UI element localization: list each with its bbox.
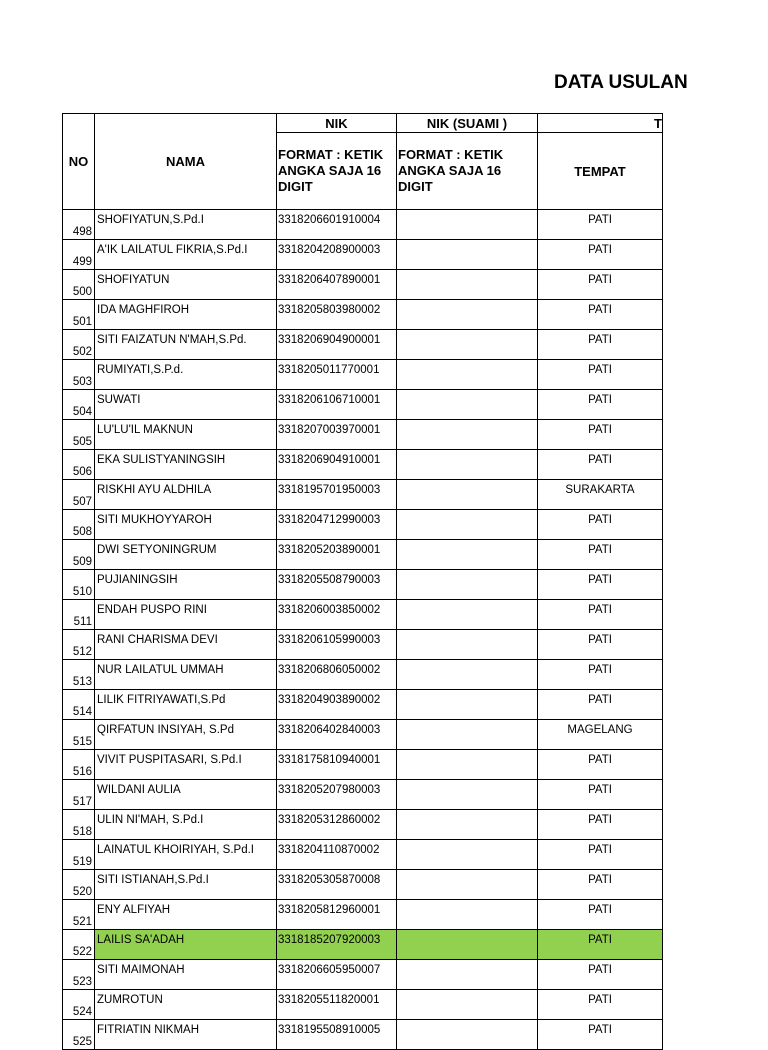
row-no-cell[interactable]: 507 — [63, 480, 95, 510]
row-tempat-cell[interactable]: PATI — [538, 600, 663, 630]
table-row — [63, 330, 663, 360]
row-no-cell[interactable]: 505 — [63, 420, 95, 450]
row-nik-suami-cell[interactable] — [397, 450, 538, 480]
row-no-cell[interactable]: 516 — [63, 750, 95, 780]
row-nik-cell[interactable]: 3318185207920003 — [277, 930, 397, 960]
row-no-cell[interactable]: 512 — [63, 630, 95, 660]
row-nama-cell[interactable]: SITI FAIZATUN N'MAH,S.Pd. — [95, 330, 277, 360]
table-row — [63, 270, 663, 300]
row-no-cell[interactable]: 521 — [63, 900, 95, 930]
row-nik-suami-cell[interactable] — [397, 240, 538, 270]
table-row — [63, 420, 663, 450]
row-tempat-cell[interactable]: PATI — [538, 360, 663, 390]
row-nik-suami-cell[interactable] — [397, 750, 538, 780]
row-nama-cell[interactable]: QIRFATUN INSIYAH, S.Pd — [95, 720, 277, 750]
row-nik-cell[interactable]: 3318206806050002 — [277, 660, 397, 690]
row-nik-suami-cell[interactable] — [397, 690, 538, 720]
row-nik-suami-cell[interactable] — [397, 630, 538, 660]
row-tempat-cell[interactable]: PATI — [538, 270, 663, 300]
table-row — [63, 750, 663, 780]
row-nik-cell[interactable]: 3318205508790003 — [277, 570, 397, 600]
table-row — [63, 210, 663, 240]
row-nama-cell[interactable]: WILDANI AULIA — [95, 780, 277, 810]
row-nik-cell[interactable]: 3318205803980002 — [277, 300, 397, 330]
row-nik-suami-cell[interactable] — [397, 810, 538, 840]
row-no-cell[interactable]: 499 — [63, 240, 95, 270]
sheet-title: DATA USULAN — [554, 72, 688, 93]
table-row — [63, 660, 663, 690]
row-nik-cell[interactable]: 3318205011770001 — [277, 360, 397, 390]
row-nik-suami-cell[interactable] — [397, 900, 538, 930]
row-nik-suami-cell[interactable] — [397, 360, 538, 390]
table-row — [63, 360, 663, 390]
row-nama-cell[interactable]: ULIN NI'MAH, S.Pd.I — [95, 810, 277, 840]
row-nik-cell[interactable]: 3318204903890002 — [277, 690, 397, 720]
row-nama-cell[interactable]: IDA MAGHFIROH — [95, 300, 277, 330]
row-tempat-cell[interactable]: PATI — [538, 690, 663, 720]
sheet-title-clip — [0, 70, 688, 96]
row-tempat-cell[interactable]: PATI — [538, 660, 663, 690]
row-nama-cell[interactable]: LAINATUL KHOIRIYAH, S.Pd.I — [95, 840, 277, 870]
row-nik-suami-cell[interactable] — [397, 420, 538, 450]
row-nik-cell[interactable]: 3318205207980003 — [277, 780, 397, 810]
header-nik: NIK — [277, 114, 397, 133]
row-nik-cell[interactable]: 3318195508910005 — [277, 1020, 397, 1050]
row-nik-cell[interactable]: 3318206601910004 — [277, 210, 397, 240]
header-no: NO — [63, 114, 95, 210]
table-row — [63, 600, 663, 630]
table-row — [63, 810, 663, 840]
table-row — [63, 450, 663, 480]
row-tempat-cell[interactable]: PATI — [538, 570, 663, 600]
header-nik-suami-format: FORMAT : KETIK ANGKA SAJA 16 DIGIT — [397, 133, 538, 210]
row-nama-cell[interactable]: RISKHI AYU ALDHILA — [95, 480, 277, 510]
row-nama-cell[interactable]: SITI MUKHOYYAROH — [95, 510, 277, 540]
row-nik-cell[interactable]: 3318204712990003 — [277, 510, 397, 540]
row-no-cell[interactable]: 519 — [63, 840, 95, 870]
row-no-cell[interactable]: 506 — [63, 450, 95, 480]
table-row — [63, 390, 663, 420]
row-tempat-cell[interactable]: PATI — [538, 960, 663, 990]
table-row — [63, 1020, 663, 1050]
row-tempat-cell[interactable]: PATI — [538, 840, 663, 870]
row-no-cell[interactable]: 509 — [63, 540, 95, 570]
row-nik-cell[interactable]: 3318204110870002 — [277, 840, 397, 870]
data-table — [62, 113, 663, 1050]
row-no-cell[interactable]: 500 — [63, 270, 95, 300]
table-row — [63, 780, 663, 810]
row-tempat-cell[interactable]: MAGELANG — [538, 720, 663, 750]
row-nik-cell[interactable]: 3318205312860002 — [277, 810, 397, 840]
row-nama-cell[interactable]: LAILIS SA'ADAH — [95, 930, 277, 960]
header-row-top — [63, 114, 663, 133]
table-row — [63, 900, 663, 930]
row-no-cell[interactable]: 504 — [63, 390, 95, 420]
row-nama-cell[interactable]: SITI MAIMONAH — [95, 960, 277, 990]
row-tempat-cell[interactable]: PATI — [538, 900, 663, 930]
row-tempat-cell[interactable]: PATI — [538, 750, 663, 780]
row-nik-cell[interactable]: 3318206407890001 — [277, 270, 397, 300]
row-nama-cell[interactable]: FITRIATIN NIKMAH — [95, 1020, 277, 1050]
table-row — [63, 300, 663, 330]
row-nik-cell[interactable]: 3318207003970001 — [277, 420, 397, 450]
row-nik-cell[interactable]: 3318206402840003 — [277, 720, 397, 750]
row-tempat-cell[interactable]: PATI — [538, 390, 663, 420]
row-nama-cell[interactable]: EKA SULISTYANINGSIH — [95, 450, 277, 480]
row-no-cell[interactable]: 510 — [63, 570, 95, 600]
row-tempat-cell[interactable]: SURAKARTA — [538, 480, 663, 510]
row-nik-cell[interactable]: 3318205305870008 — [277, 870, 397, 900]
row-nik-suami-cell[interactable] — [397, 780, 538, 810]
row-nik-suami-cell[interactable] — [397, 390, 538, 420]
row-no-cell[interactable]: 502 — [63, 330, 95, 360]
data-sheet — [62, 113, 662, 1048]
row-tempat-cell[interactable]: PATI — [538, 1020, 663, 1050]
row-tempat-cell[interactable]: PATI — [538, 450, 663, 480]
row-no-cell[interactable]: 522 — [63, 930, 95, 960]
row-nik-cell[interactable]: 3318195701950003 — [277, 480, 397, 510]
row-nik-cell[interactable]: 3318205511820001 — [277, 990, 397, 1020]
row-nik-suami-cell[interactable] — [397, 720, 538, 750]
row-no-cell[interactable]: 525 — [63, 1020, 95, 1050]
row-tempat-cell[interactable]: PATI — [538, 990, 663, 1020]
row-tempat-cell[interactable]: PATI — [538, 510, 663, 540]
row-no-cell[interactable]: 523 — [63, 960, 95, 990]
row-nik-suami-cell[interactable] — [397, 840, 538, 870]
table-row — [63, 720, 663, 750]
row-nik-suami-cell[interactable] — [397, 330, 538, 360]
table-row — [63, 480, 663, 510]
row-nik-suami-cell[interactable] — [397, 270, 538, 300]
row-nik-cell[interactable]: 3318205812960001 — [277, 900, 397, 930]
row-tempat-cell[interactable]: PATI — [538, 930, 663, 960]
row-nama-cell[interactable]: LU'LU'IL MAKNUN — [95, 420, 277, 450]
row-no-cell[interactable]: 501 — [63, 300, 95, 330]
row-nik-suami-cell[interactable] — [397, 480, 538, 510]
row-nik-suami-cell[interactable] — [397, 990, 538, 1020]
row-nik-cell[interactable]: 3318205203890001 — [277, 540, 397, 570]
row-tempat-cell[interactable]: PATI — [538, 210, 663, 240]
header-nama: NAMA — [95, 114, 277, 210]
row-nama-cell[interactable]: ENY ALFIYAH — [95, 900, 277, 930]
row-nik-suami-cell[interactable] — [397, 960, 538, 990]
row-nama-cell[interactable]: RANI CHARISMA DEVI — [95, 630, 277, 660]
row-nik-cell[interactable]: 3318204208900003 — [277, 240, 397, 270]
row-no-cell[interactable]: 524 — [63, 990, 95, 1020]
row-nama-cell[interactable]: PUJIANINGSIH — [95, 570, 277, 600]
row-nama-cell[interactable]: VIVIT PUSPITASARI, S.Pd.I — [95, 750, 277, 780]
row-tempat-cell[interactable]: PATI — [538, 540, 663, 570]
header-tempat: TEMPAT — [538, 133, 663, 210]
row-no-cell[interactable]: 517 — [63, 780, 95, 810]
table-row — [63, 630, 663, 660]
row-nik-suami-cell[interactable] — [397, 300, 538, 330]
row-no-cell[interactable]: 520 — [63, 870, 95, 900]
row-nama-cell[interactable]: A'IK LAILATUL FIKRIA,S.Pd.I — [95, 240, 277, 270]
row-nama-cell[interactable]: ZUMROTUN — [95, 990, 277, 1020]
row-nama-cell[interactable]: SHOFIYATUN,S.Pd.I — [95, 210, 277, 240]
table-row — [63, 990, 663, 1020]
table-row — [63, 540, 663, 570]
row-nama-cell[interactable]: LILIK FITRIYAWATI,S.Pd — [95, 690, 277, 720]
row-nik-cell[interactable]: 3318206605950007 — [277, 960, 397, 990]
row-tempat-cell[interactable]: PATI — [538, 330, 663, 360]
row-nik-cell[interactable]: 3318206105990003 — [277, 630, 397, 660]
row-tempat-cell[interactable]: PATI — [538, 810, 663, 840]
row-nik-suami-cell[interactable] — [397, 510, 538, 540]
row-no-cell[interactable]: 511 — [63, 600, 95, 630]
row-tempat-cell[interactable]: PATI — [538, 300, 663, 330]
row-nama-cell[interactable]: SUWATI — [95, 390, 277, 420]
row-tempat-cell[interactable]: PATI — [538, 240, 663, 270]
table-row — [63, 570, 663, 600]
row-nik-cell[interactable]: 3318206003850002 — [277, 600, 397, 630]
row-nama-cell[interactable]: SHOFIYATUN — [95, 270, 277, 300]
row-tempat-cell[interactable]: PATI — [538, 870, 663, 900]
row-nama-cell[interactable]: SITI ISTIANAH,S.Pd.I — [95, 870, 277, 900]
row-nama-cell[interactable]: RUMIYATI,S.P.d. — [95, 360, 277, 390]
row-nama-cell[interactable]: NUR LAILATUL UMMAH — [95, 660, 277, 690]
row-nik-suami-cell[interactable] — [397, 540, 538, 570]
row-no-cell[interactable]: 513 — [63, 660, 95, 690]
table-row — [63, 240, 663, 270]
row-tempat-cell[interactable]: PATI — [538, 780, 663, 810]
table-row — [63, 690, 663, 720]
row-nama-cell[interactable]: ENDAH PUSPO RINI — [95, 600, 277, 630]
table-row — [63, 840, 663, 870]
row-nama-cell[interactable]: DWI SETYONINGRUM — [95, 540, 277, 570]
row-no-cell[interactable]: 514 — [63, 690, 95, 720]
row-no-cell[interactable]: 508 — [63, 510, 95, 540]
row-nik-cell[interactable]: 3318206904900001 — [277, 330, 397, 360]
table-row — [63, 510, 663, 540]
row-nik-suami-cell[interactable] — [397, 870, 538, 900]
row-nik-suami-cell[interactable] — [397, 570, 538, 600]
row-nik-cell[interactable]: 3318175810940001 — [277, 750, 397, 780]
row-tempat-cell[interactable]: PATI — [538, 420, 663, 450]
header-nik-format: FORMAT : KETIK ANGKA SAJA 16 DIGIT — [277, 133, 397, 210]
row-nik-suami-cell[interactable] — [397, 210, 538, 240]
row-nik-cell[interactable]: 3318206904910001 — [277, 450, 397, 480]
table-row — [63, 960, 663, 990]
row-no-cell[interactable]: 503 — [63, 360, 95, 390]
header-nik-suami: NIK (SUAMI ) — [397, 114, 538, 133]
row-nik-suami-cell[interactable] — [397, 1020, 538, 1050]
row-no-cell[interactable]: 518 — [63, 810, 95, 840]
row-no-cell[interactable]: 515 — [63, 720, 95, 750]
table-row — [63, 870, 663, 900]
row-no-cell[interactable]: 498 — [63, 210, 95, 240]
row-nik-suami-cell[interactable] — [397, 600, 538, 630]
table-row — [63, 930, 663, 960]
row-nik-suami-cell[interactable] — [397, 930, 538, 960]
row-nik-cell[interactable]: 3318206106710001 — [277, 390, 397, 420]
row-nik-suami-cell[interactable] — [397, 660, 538, 690]
row-tempat-cell[interactable]: PATI — [538, 630, 663, 660]
header-ttl-partial: T — [538, 114, 663, 133]
